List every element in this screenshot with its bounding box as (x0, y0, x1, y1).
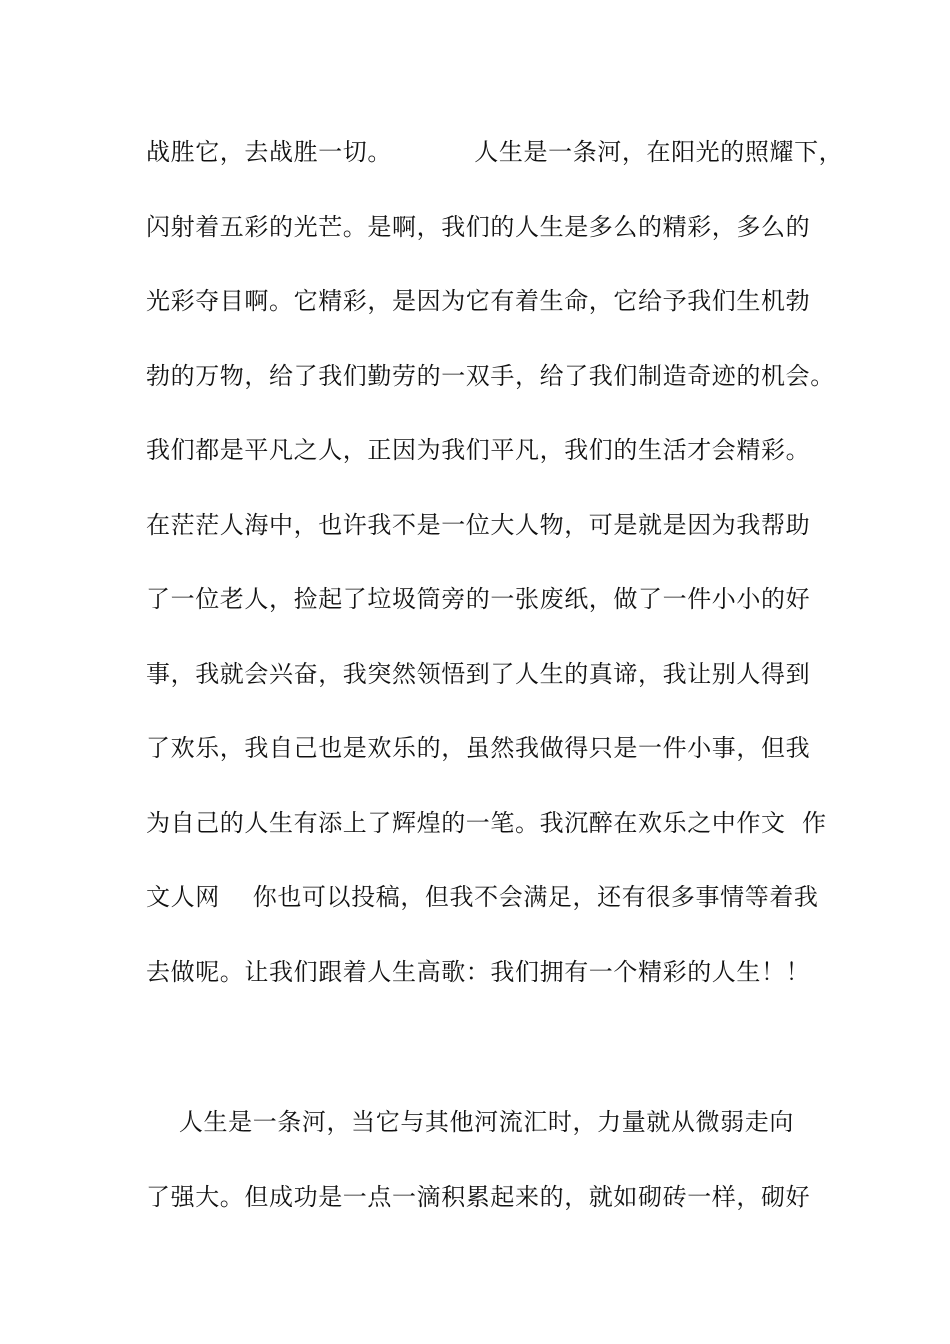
text-line: 事，我就会兴奋，我突然领悟到了人生的真谛，我让别人得到 (146, 659, 811, 688)
text-line: 了欢乐，我自己也是欢乐的，虽然我做得只是一件小事，但我 (146, 734, 811, 762)
paragraph-2 (146, 1100, 836, 1249)
text-line: 去做呢。让我们跟着人生高歌：我们拥有一个精彩的人生！！ (146, 957, 811, 986)
text-line: 在茫茫人海中，也许我不是一位大人物，可是就是因为我帮助 (146, 510, 811, 539)
text-line: 文人网 你也可以投稿，但我不会满足，还有很多事情等着我 (146, 883, 819, 911)
text-line: 闪射着五彩的光芒。是啊，我们的人生是多么的精彩，多么的 (146, 212, 811, 241)
text-line: 光彩夺目啊。它精彩，是因为它有着生命，它给予我们生机勃 (146, 287, 811, 315)
text-line: 战胜它，去战胜一切。 人生是一条河，在阳光的照耀下， (146, 138, 844, 166)
text-line: 人生是一条河，当它与其他河流汇时，力量就从微弱走向 (146, 1108, 794, 1136)
text-line: 勃的万物，给了我们勤劳的一双手，给了我们制造奇迹的机会。 (146, 361, 835, 390)
text-line: 为自己的人生有添上了辉煌的一笔。我沉醉在欢乐之中作文 作 (146, 808, 827, 837)
text-line: 我们都是平凡之人，正因为我们平凡，我们的生活才会精彩。 (146, 436, 811, 464)
text-line: 了一位老人，捡起了垃圾筒旁的一张废纸，做了一件小小的好 (146, 585, 811, 613)
paragraph-1 (146, 130, 844, 1024)
text-line: 了强大。但成功是一点一滴积累起来的，就如砌砖一样，砌好 (146, 1182, 811, 1211)
